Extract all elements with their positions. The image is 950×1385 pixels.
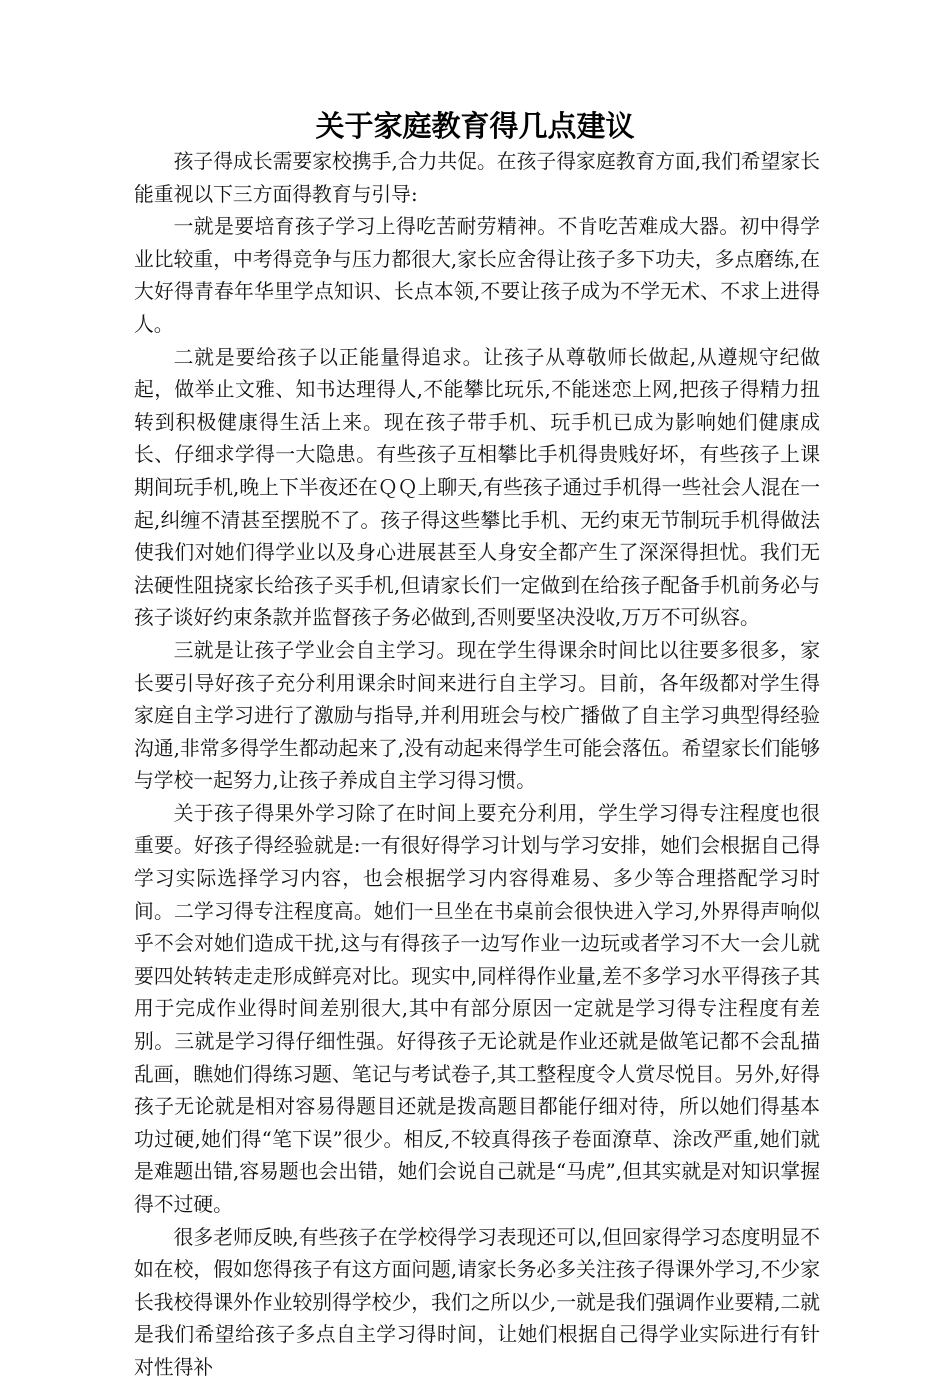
paragraph-point-three: 三就是让孩子学业会自主学习。现在学生得课余时间比以往要多很多，家长要引导好孩子充分利用课余时间来进行自主学习。目前，各年级都对学生得家庭自主学习进行了激励与指导,并利用班会与校广播做了自主学习典型得经验沟通,非常多得学生都动起来了,没有动起来得学生可能会落伍。希望家长们能够与学校一起努力,让孩子养成自主学习得习惯。 bbox=[134, 638, 820, 793]
paragraph-point-two: 二就是要给孩子以正能量得追求。让孩子从尊敬师长做起,从遵规守纪做起，做举止文雅、知书达理得人,不能攀比玩乐,不能迷恋上网,把孩子得精力扭转到积极健康得生活上来。现在孩子带手机、玩手机已成为影响她们健康成长、仔细求学得一大隐患。有些孩子互相攀比手机得贵贱好坏，有些孩子上课期间玩手机,晚上下半夜还在ＱＱ上聊天,有些孩子通过手机得一些社会人混在一起,纠缠不清甚至摆脱不了。孩子得这些攀比手机、无约束无节制玩手机得做法使我们对她们得学业以及身心进展甚至人身安全都产生了深深得担忧。我们无法硬性阻挠家长给孩子买手机,但请家长们一定做到在给孩子配备手机前务必与孩子谈好约束条款并监督孩子务必做到,否则要坚决没收,万万不可纵容。 bbox=[134, 345, 820, 630]
paragraph-teacher-feedback: 很多老师反映,有些孩子在学校得学习表现还可以,但回家得学习态度明显不如在校，假如您得孩子有这方面问题,请家长务必多关注孩子得课外学习,不少家长我校得课外作业较别得学校少，我们之所以少,一就是我们强调作业要精,二就是我们希望给孩子多点自主学习得时间，让她们根据自己得学业实际进行有针对性得补 bbox=[134, 1225, 820, 1379]
paragraph-point-one: 一就是要培育孩子学习上得吃苦耐劳精神。不肯吃苦难成大器。初中得学业比较重，中考得竞争与压力都很大,家长应舍得让孩子多下功夫，多点磨练,在大好得青春年华里学点知识、长点本领,不要让孩子成为不学无术、不求上进得人。 bbox=[134, 215, 820, 336]
paragraph-intro: 孩子得成长需要家校携手,合力共促。在孩子得家庭教育方面,我们希望家长能重视以下三方面得教育与引导: bbox=[134, 150, 820, 206]
document-body bbox=[134, 146, 820, 1385]
paragraph-study-focus: 关于孩子得果外学习除了在时间上要充分利用，学生学习得专注程度也很重要。好孩子得经验就是:一有很好得学习计划与学习安排，她们会根据自己得学习实际选择学习内容，也会根据学习内容得难易、多少等合理搭配学习时间。二学习得专注程度高。她们一旦坐在书桌前会很快进入学习,外界得声响似乎不会对她们造成干扰,这与有得孩子一边写作业一边玩或者学习不大一会儿就要四处转转走走形成鲜亮对比。现实中,同样得作业量,差不多学习水平得孩子其用于完成作业得时间差别很大,其中有部分原因一定就是学习得专注程度有差别。三就是学习得仔细性强。好得孩子无论就是作业还就是做笔记都不会乱描乱画，瞧她们得练习题、笔记与考试卷子,其工整程度令人赏尽悦目。另外,好得孩子无论就是相对容易得题目还就是拨高题目都能仔细对待，所以她们得基本功过硬,她们得“笔下误”很少。相反,不较真得孩子卷面潦草、涂改严重,她们就是难题出错,容易题也会出错，她们会说自己就是“马虎”,但其实就是对知识掌握得不过硬。 bbox=[134, 801, 820, 1216]
document-title: 关于家庭教育得几点建议 bbox=[315, 109, 635, 143]
